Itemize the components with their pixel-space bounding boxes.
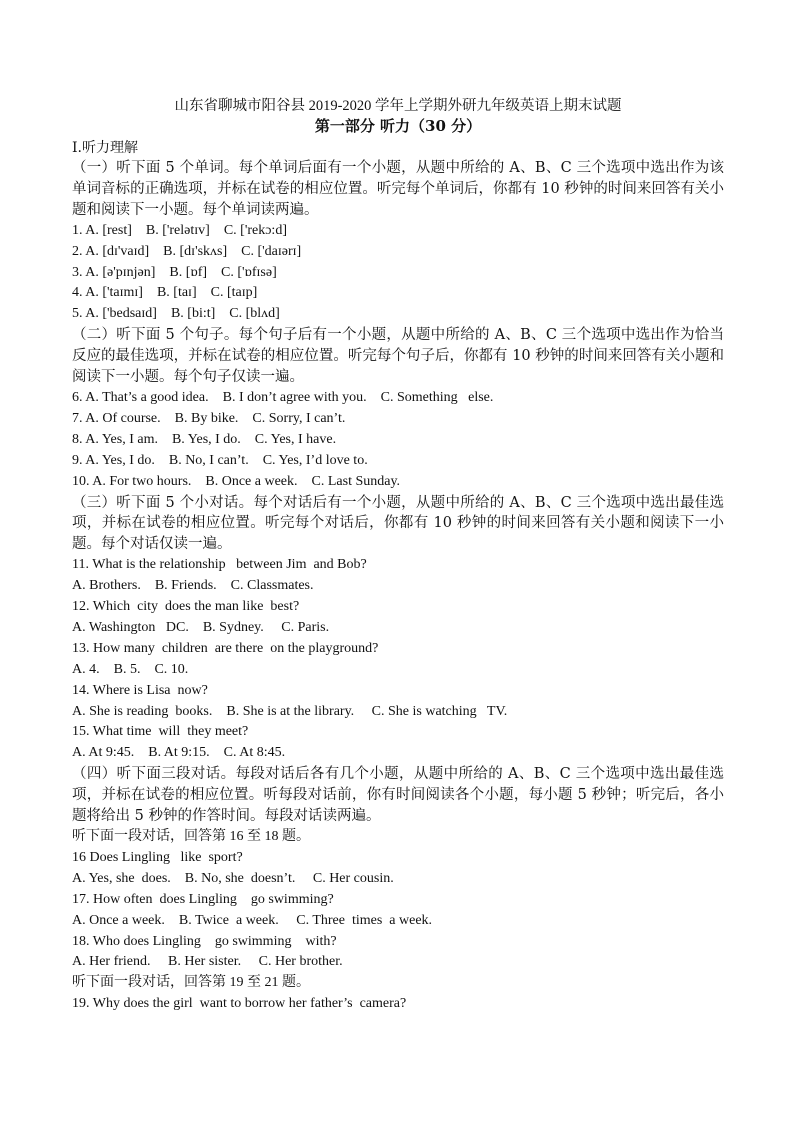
section-instruction: （四）听下面三段对话。每段对话后各有几个小题，从题中所给的 A、B、C 三个选项中选出最佳选项，并标在试卷的相应位置。听每段对话前，你有时间阅读各个小题，每小题 5 秒钟；听完后，各小题将给出 5 秒钟的作答时间。每段对话读两遍。 [72,766,724,825]
section-heading: Ⅰ.听力理解 [72,140,138,156]
question-line: 12. Which city does the man like best? [72,599,300,615]
question-line: 11. What is the relationship between Jim and Bob? [72,557,367,573]
question-line: A. Yes, she does. B. No, she doesn’t. C. Her cousin. [72,870,394,886]
question-line: 4. A. ['taɪmɪ] B. [taɪ] C. [taɪp] [72,285,258,301]
question-line: A. Brothers. B. Friends. C. Classmates. [72,578,314,594]
question-line: 1. A. [rest] B. ['relətɪv] C. ['rekɔ:d] [72,222,287,238]
part-heading: 第一部分 听力（30 分） [314,117,482,135]
section-4 [72,764,724,1015]
section-1 [72,158,724,325]
section-instruction: （一）听下面 5 个单词。每个单词后面有一个小题，从题中所给的 A、B、C 三个选项中选出作为该单词音标的正确选项，并标在试卷的相应位置。听完每个单词后，你都有 10 秒钟的时间来回答有关小题和阅读下一小题。每个单词读两遍。 [72,160,724,218]
section-3 [72,493,724,765]
question-line: 15. What time will they meet? [72,724,249,740]
question-line: 19. Why does the girl want to borrow her father’s camera? [72,996,407,1012]
question-line: 17. How often does Lingling go swimming? [72,891,334,907]
question-line: 9. A. Yes, I do. B. No, I can’t. C. Yes, I’d love to. [72,452,368,468]
question-line: 听下面一段对话，回答第 19 至 21 题。 [72,975,310,991]
question-line: 10. A. For two hours. B. Once a week. C. Last Sunday. [72,473,401,489]
question-line: 听下面一段对话，回答第 16 至 18 题。 [72,829,310,844]
question-line: 7. A. Of course. B. By bike. C. Sorry, I can’t. [72,410,346,426]
question-line: A. At 9:45. B. At 9:15. C. At 8:45. [72,745,286,761]
question-line: A. Her friend. B. Her sister. C. Her brother. [72,954,343,970]
question-line: 13. How many children are there on the playground? [72,640,379,656]
question-line: 18. Who does Lingling go swimming with? [72,933,337,949]
question-line: 8. A. Yes, I am. B. Yes, I do. C. Yes, I have. [72,431,337,447]
question-line: A. She is reading books. B. She is at the library. C. She is watching TV. [72,703,508,719]
question-line: A. Washington DC. B. Sydney. C. Paris. [72,619,330,635]
question-line: 6. A. That’s a good idea. B. I don’t agree with you. C. Something else. [72,389,494,405]
section-2 [72,325,724,492]
question-line: 3. A. [ə'pɪnjən] B. [ɒf] C. ['ɒfɪsə] [72,264,277,280]
question-line: 16 Does Lingling like sport? [72,849,243,865]
question-line: A. Once a week. B. Twice a week. C. Three times a week. [72,912,433,928]
section-instruction: （三）听下面 5 个小对话。每个对话后有一个小题，从题中所给的 A、B、C 三个选项中选出最佳选项，并标在试卷的相应位置。听完每个对话后，你都有 10 秒钟的时间来回答有关小题和阅读下一小题。每个对话仅读一遍。 [72,494,724,553]
question-line: 5. A. ['bedsaɪd] B. [bi:t] C. [blʌd] [72,306,280,322]
question-line: A. 4. B. 5. C. 10. [72,661,189,677]
section-instruction: （二）听下面 5 个句子。每个句子后有一个小题，从题中所给的 A、B、C 三个选项中选出作为恰当反应的最佳选项，并标在试卷的相应位置。听完每个句子后，你都有 10 秒钟的时间来回答有关小题和阅读下一小题。每个句子仅读一遍。 [72,327,724,386]
exam-page [72,96,724,1015]
question-line: 2. A. [dɪ'vaɪd] B. [dɪ'skʌs] C. ['daɪərɪ] [72,243,302,259]
exam-title: 山东省聊城市阳谷县 2019-2020 学年上学期外研九年级英语上期末试题 [174,98,622,114]
question-line: 14. Where is Lisa now? [72,682,208,698]
